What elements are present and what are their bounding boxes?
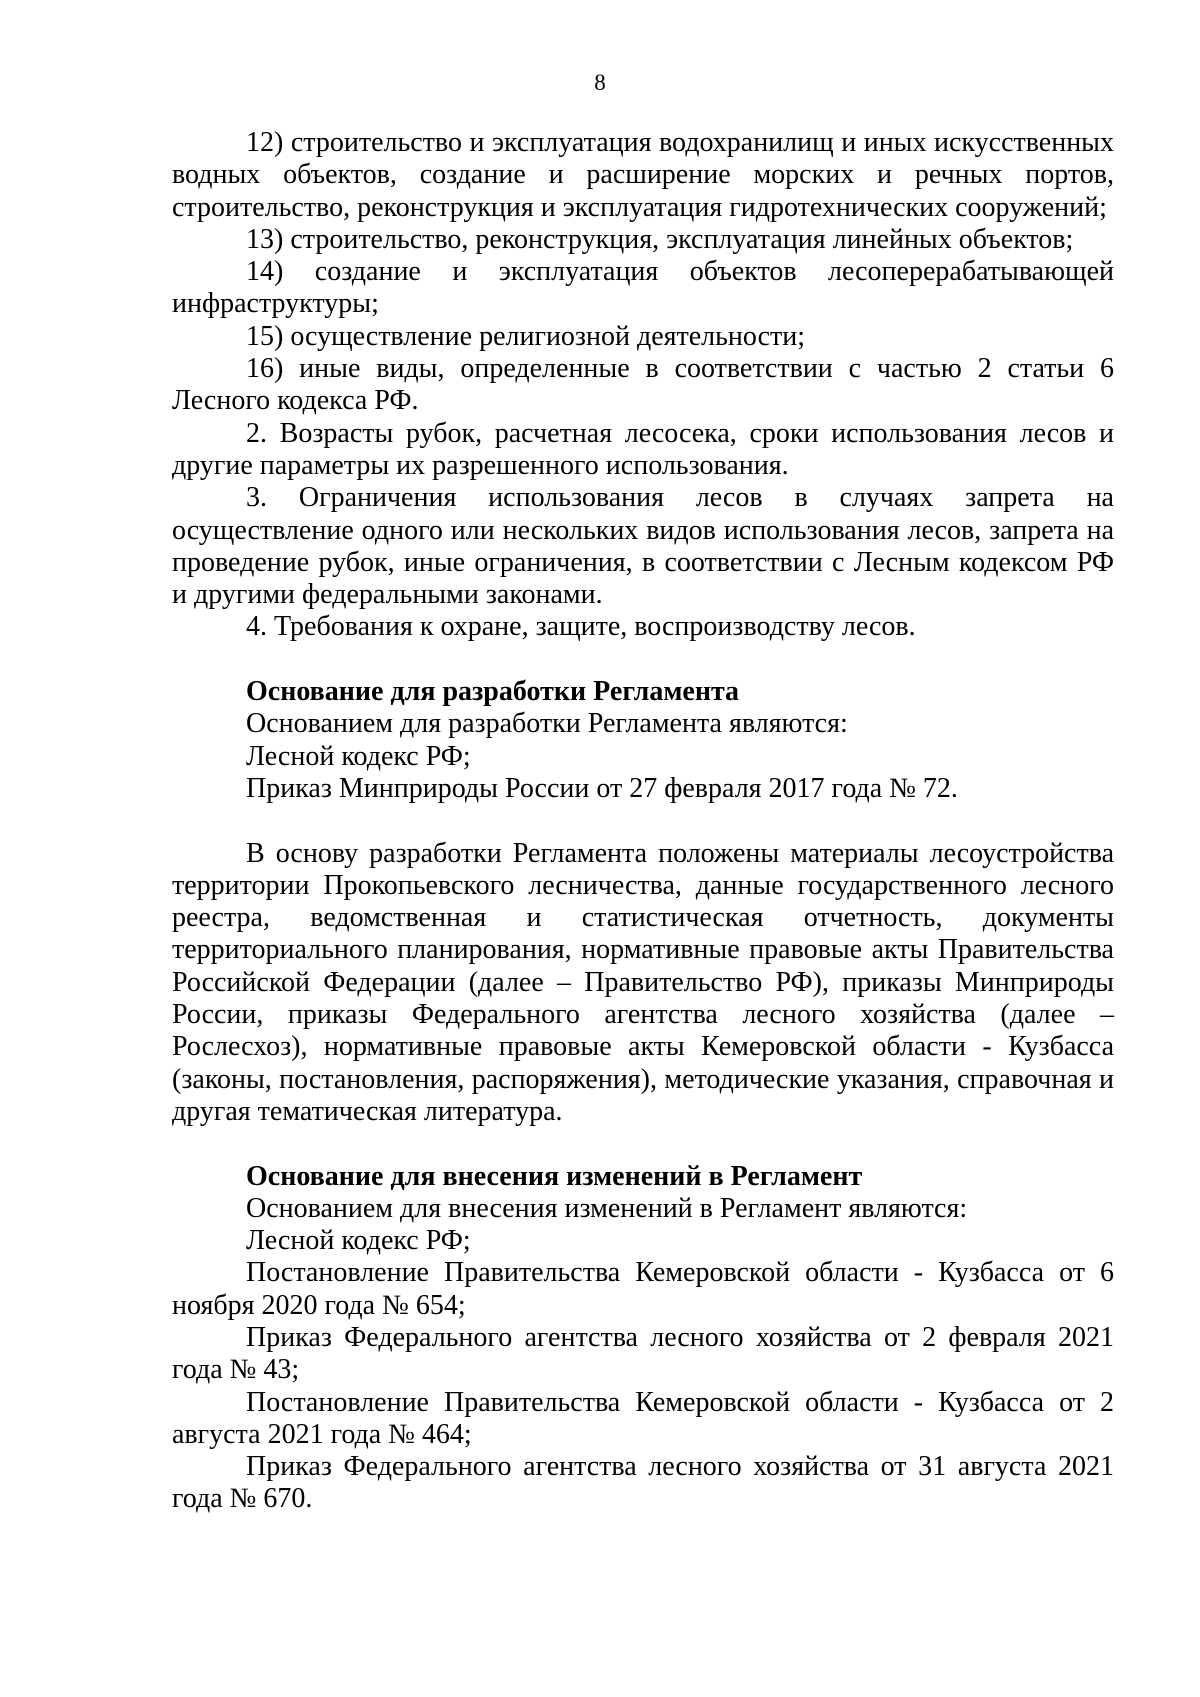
amendment-item: Постановление Правительства Кемеровской области - Кузбасса от 6 ноября 2020 года № 654; <box>172 1257 1114 1321</box>
page-number: 8 <box>594 70 606 95</box>
list-item-12: 12) строительство и эксплуатация водохранилищ и иных искусственных водных объектов, создание и расширение морских и речных портов, строительство, реконструкция и эксплуатация гидротехнических сооружений; <box>172 127 1114 223</box>
materials-paragraph: В основу разработки Регламента положены материалы лесоустройства территории Прокопьевского лесничества, данные государственного лесного реестра, ведомственная и статистическая отчетность, документы территориального планирования, нормативные правовые акты Правительства Российской Федерации (далее – Правительство РФ), приказы Минприроды России, приказы Федерального агентства лесного хозяйства (далее – Рослесхоз), нормативные правовые акты Кемеровской области - Кузбасса (законы, постановления, распоряжения), методические указания, справочная и другая тематическая литература. <box>172 837 1114 1127</box>
amendment-item: Постановление Правительства Кемеровской области - Кузбасса от 2 августа 2021 года № 464; <box>172 1386 1114 1450</box>
section-item-3: 3. Ограничения использования лесов в случаях запрета на осуществление одного или нескольких видов использования лесов, запрета на проведение рубок, иные ограничения, в соответствии с Лесным кодексом РФ и другими федеральными законами. <box>172 482 1114 611</box>
list-item-13: 13) строительство, реконструкция, эксплуатация линейных объектов; <box>246 223 1074 255</box>
amendments-intro: Основанием для внесения изменений в Регламент являются: <box>246 1192 968 1224</box>
spacer <box>172 644 1114 676</box>
list-item-15: 15) осуществление религиозной деятельности; <box>246 320 806 352</box>
section-item-4: 4. Требования к охране, защите, воспроизводству лесов. <box>246 611 916 643</box>
basis-item: Приказ Минприроды России от 27 февраля 2017 года № 72. <box>246 772 958 804</box>
spacer <box>172 1128 1114 1160</box>
amendment-item: Приказ Федерального агентства лесного хозяйства от 31 августа 2021 года № 670. <box>172 1451 1114 1515</box>
document-body <box>172 127 1114 1516</box>
amendments-heading: Основание для внесения изменений в Регламент <box>246 1160 863 1192</box>
basis-item: Лесной кодекс РФ; <box>246 740 471 772</box>
spacer <box>172 805 1114 837</box>
list-item-16: 16) иные виды, определенные в соответствии с частью 2 статьи 6 Лесного кодекса РФ. <box>172 353 1114 417</box>
section-item-2: 2. Возрасты рубок, расчетная лесосека, сроки использования лесов и другие параметры их разрешенного использования. <box>172 417 1114 481</box>
amendment-item: Лесной кодекс РФ; <box>246 1225 471 1257</box>
list-item-14: 14) создание и эксплуатация объектов лесоперерабатывающей инфраструктуры; <box>172 256 1114 320</box>
amendment-item: Приказ Федерального агентства лесного хозяйства от 2 февраля 2021 года № 43; <box>172 1321 1114 1386</box>
basis-heading: Основание для разработки Регламента <box>246 676 740 708</box>
basis-intro: Основанием для разработки Регламента являются: <box>246 708 848 740</box>
